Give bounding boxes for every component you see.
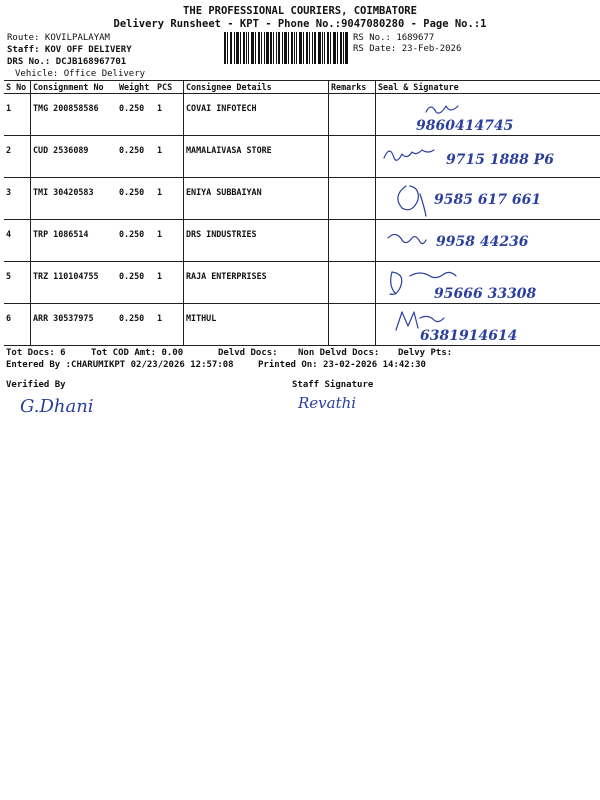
row-pcs: 1 [155, 136, 184, 178]
signature-phone: 9715 1888 P6 [446, 152, 554, 168]
row-remarks [329, 304, 376, 346]
row-consignment: ARR 30537975 [31, 304, 118, 346]
table-row [4, 178, 600, 220]
row-seal [376, 220, 600, 262]
runsheet-table [4, 80, 600, 346]
row-remarks [329, 220, 376, 262]
verified-signature [18, 390, 128, 422]
row-consignee: MITHUL [184, 304, 329, 346]
col-sno: S No [4, 81, 31, 94]
staff-label: Staff: KOV OFF DELIVERY [7, 45, 132, 55]
row-pcs: 1 [155, 178, 184, 220]
row-remarks [329, 136, 376, 178]
table-row [4, 136, 600, 178]
row-consignment: TRP 1086514 [31, 220, 118, 262]
col-remarks: Remarks [329, 81, 376, 94]
col-seal-signature: Seal & Signature [376, 81, 600, 94]
row-weight: 0.250 [117, 178, 155, 220]
row-weight: 0.250 [117, 94, 155, 136]
row-sno: 1 [4, 94, 31, 136]
route-label: Route: KOVILPALAYAM [7, 33, 110, 43]
col-consignee: Consignee Details [184, 81, 329, 94]
row-consignment: TMG 200858586 [31, 94, 118, 136]
non-delivered-docs: Non Delvd Docs: [298, 348, 380, 358]
signature-image [376, 136, 600, 178]
row-sno: 2 [4, 136, 31, 178]
signature-phone: 6381914614 [420, 328, 518, 344]
row-weight: 0.250 [117, 220, 155, 262]
row-consignment: TMI 30420583 [31, 178, 118, 220]
staff-signature-label: Staff Signature [292, 380, 374, 390]
verified-signature-text: G.Dhani [20, 396, 94, 417]
total-cod-amount: Tot COD Amt: 0.00 [91, 348, 184, 358]
staff-signature-text: Revathi [298, 394, 357, 412]
table-row [4, 262, 600, 304]
row-weight: 0.250 [117, 304, 155, 346]
row-pcs: 1 [155, 262, 184, 304]
row-consignee: MAMALAIVASA STORE [184, 136, 329, 178]
signature-phone: 9860414745 [416, 118, 514, 134]
company-title: THE PROFESSIONAL COURIERS, COIMBATORE [183, 5, 417, 17]
row-seal [376, 136, 600, 178]
vehicle-label: Vehicle: Office Delivery [15, 69, 146, 79]
signature-phone: 9958 44236 [436, 234, 529, 250]
row-seal [376, 262, 600, 304]
row-consignee: DRS INDUSTRIES [184, 220, 329, 262]
row-consignment: TRZ 110104755 [31, 262, 118, 304]
total-docs: Tot Docs: 6 [6, 348, 66, 358]
row-weight: 0.250 [117, 262, 155, 304]
row-remarks [329, 94, 376, 136]
rs-number: RS No.: 1689677 [353, 33, 435, 43]
delivery-points: Delvy Pts: [398, 348, 453, 358]
signature-image [376, 178, 600, 220]
row-weight: 0.250 [117, 136, 155, 178]
verified-by-label: Verified By [6, 380, 66, 390]
table-row [4, 220, 600, 262]
entered-by: Entered By :CHARUMIKPT 02/23/2026 12:57:08 [6, 360, 234, 370]
row-seal [376, 304, 600, 346]
row-remarks [329, 262, 376, 304]
signature-image [376, 304, 600, 346]
row-pcs: 1 [155, 94, 184, 136]
signature-phone: 9585 617 661 [434, 192, 542, 208]
col-pcs: PCS [155, 81, 184, 94]
row-consignment: CUD 2536089 [31, 136, 118, 178]
row-pcs: 1 [155, 220, 184, 262]
table-row [4, 94, 600, 136]
row-sno: 4 [4, 220, 31, 262]
col-weight: Weight [117, 81, 155, 94]
barcode-image [224, 32, 348, 64]
signature-phone: 95666 33308 [434, 286, 537, 302]
table-header-row [4, 81, 600, 94]
staff-signature [296, 390, 406, 418]
row-consignee: ENIYA SUBBAIYAN [184, 178, 329, 220]
row-consignee: RAJA ENTERPRISES [184, 262, 329, 304]
runsheet-title: Delivery Runsheet - KPT - Phone No.:9047080280 - Page No.:1 [113, 18, 487, 30]
signature-image [376, 220, 600, 262]
row-sno: 6 [4, 304, 31, 346]
row-sno: 3 [4, 178, 31, 220]
delivered-docs: Delvd Docs: [218, 348, 278, 358]
row-remarks [329, 178, 376, 220]
row-consignee: COVAI INFOTECH [184, 94, 329, 136]
row-seal [376, 178, 600, 220]
rs-date: RS Date: 23-Feb-2026 [353, 44, 462, 54]
drs-number: DRS No.: DCJB168967701 [7, 57, 127, 67]
row-sno: 5 [4, 262, 31, 304]
signature-image [376, 94, 600, 136]
table-row [4, 304, 600, 346]
signature-image [376, 262, 600, 304]
row-seal [376, 94, 600, 136]
row-pcs: 1 [155, 304, 184, 346]
printed-on: Printed On: 23-02-2026 14:42:30 [258, 360, 426, 370]
col-consignment: Consignment No [31, 81, 118, 94]
